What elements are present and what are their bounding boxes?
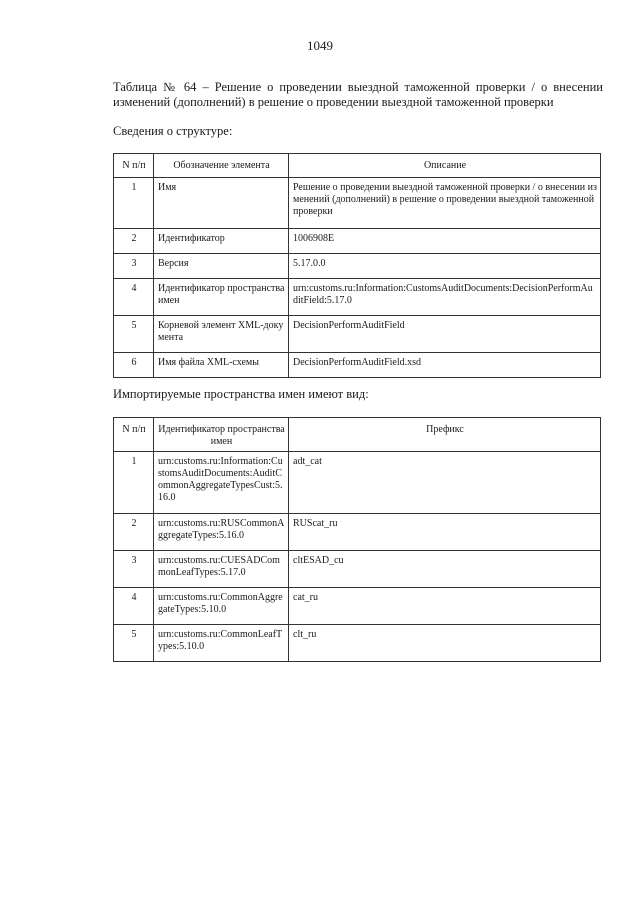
element-name: Идентификатор	[154, 229, 289, 254]
ns-header-id: Идентификатор пространства имен	[154, 418, 289, 452]
row-number: 1	[114, 178, 154, 229]
element-name: Имя	[154, 178, 289, 229]
row-number: 5	[114, 316, 154, 353]
namespace-id: urn:customs.ru:Information:CustomsAuditDocuments:AuditCommonAggregateTypesCust:5.16.0	[154, 452, 289, 514]
element-name: Имя файла XML-схемы	[154, 353, 289, 378]
row-number: 3	[114, 254, 154, 279]
namespace-id: urn:customs.ru:CommonAggregateTypes:5.10.0	[154, 588, 289, 625]
element-desc: urn:customs.ru:Information:CustomsAuditDocuments:DecisionPerformAuditField:5.17.0	[289, 279, 601, 316]
row-number: 2	[114, 514, 154, 551]
table-row	[114, 452, 601, 514]
table-row	[114, 254, 601, 279]
page-number: 1049	[307, 38, 333, 53]
row-number: 5	[114, 625, 154, 662]
namespace-prefix: RUScat_ru	[289, 514, 601, 551]
element-name: Корневой элемент XML-документа	[154, 316, 289, 353]
structure-header-name: Обозначение элемента	[154, 154, 289, 178]
element-desc: 1006908E	[289, 229, 601, 254]
row-number: 4	[114, 588, 154, 625]
table-row	[114, 178, 601, 229]
table-row	[114, 551, 601, 588]
namespaces-caption: Импортируемые пространства имен имеют вид:	[113, 387, 369, 401]
structure-header-desc: Описание	[289, 154, 601, 178]
ns-header-n: N п/п	[114, 418, 154, 452]
namespaces-table	[113, 417, 601, 662]
structure-caption: Сведения о структуре:	[113, 124, 233, 138]
table-row	[114, 514, 601, 551]
row-number: 3	[114, 551, 154, 588]
table-row	[114, 316, 601, 353]
element-name: Версия	[154, 254, 289, 279]
ns-header-prefix: Префикс	[289, 418, 601, 452]
structure-table	[113, 153, 601, 378]
element-desc: DecisionPerformAuditField	[289, 316, 601, 353]
namespace-prefix: clt_ru	[289, 625, 601, 662]
structure-header-n: N п/п	[114, 154, 154, 178]
element-desc: 5.17.0.0	[289, 254, 601, 279]
namespace-id: urn:customs.ru:RUSCommonAggregateTypes:5.16.0	[154, 514, 289, 551]
namespace-prefix: cltESAD_cu	[289, 551, 601, 588]
table-row	[114, 625, 601, 662]
namespace-prefix: adt_cat	[289, 452, 601, 514]
row-number: 6	[114, 353, 154, 378]
row-number: 2	[114, 229, 154, 254]
table-row	[114, 279, 601, 316]
table-row	[114, 353, 601, 378]
row-number: 4	[114, 279, 154, 316]
namespace-id: urn:customs.ru:CommonLeafTypes:5.10.0	[154, 625, 289, 662]
element-desc: Решение о проведении выездной таможенной проверки / о внесении изменений (дополнений) в решение о проведении выездной таможенной проверки	[289, 178, 601, 229]
namespace-id: urn:customs.ru:CUESADCommonLeafTypes:5.17.0	[154, 551, 289, 588]
row-number: 1	[114, 452, 154, 514]
namespace-prefix: cat_ru	[289, 588, 601, 625]
table-row	[114, 229, 601, 254]
table-row	[114, 588, 601, 625]
element-name: Идентификатор пространства имен	[154, 279, 289, 316]
element-desc: DecisionPerformAuditField.xsd	[289, 353, 601, 378]
table-title: Таблица № 64 – Решение о проведении выездной таможенной проверки / о внесении изменений (дополнений) в решение о проведении выездной таможенной проверки	[113, 80, 603, 109]
